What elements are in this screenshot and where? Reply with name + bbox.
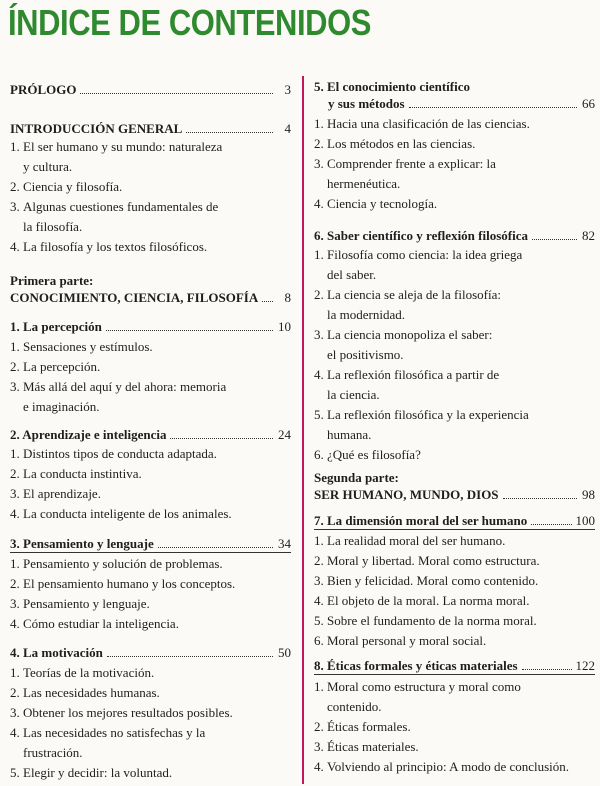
toc-subitem[interactable]: 5. Sobre el fundamento de la norma moral. [314, 613, 537, 628]
toc-subitem[interactable]: 6. ¿Qué es filosofía? [314, 447, 421, 462]
toc-subitem[interactable]: 1. Filosofía como ciencia: la idea griega del saber. [314, 247, 523, 282]
toc-subitems-chapter-8 [314, 677, 595, 777]
toc-subitem[interactable]: 2. Ciencia y filosofía. [10, 179, 123, 194]
dot-leader [186, 132, 273, 133]
toc-subitem[interactable]: 1. Hacia una clasificación de las ciencias. [314, 116, 530, 131]
toc-subitem[interactable]: 3. Algunas cuestiones fundamentales de la filosofía. [10, 199, 219, 234]
toc-subitem[interactable]: 2. El pensamiento humano y los conceptos. [10, 576, 236, 591]
dot-leader [503, 498, 577, 499]
toc-subitems-chapter-1 [10, 337, 291, 417]
toc-chapter-5[interactable]: 5. El conocimiento científico y sus métodos 66 [314, 79, 595, 111]
toc-left-column [10, 0, 291, 786]
toc-subitem[interactable]: 3. El aprendizaje. [10, 486, 101, 501]
dot-leader [80, 93, 273, 94]
toc-entry-prologo[interactable]: PRÓLOGO 3 [10, 82, 291, 97]
dot-leader [532, 239, 577, 240]
toc-subitem[interactable]: 3. Comprender frente a explicar: la hermenéutica. [314, 156, 496, 191]
page-number: 3 [284, 82, 291, 97]
toc-part-2[interactable]: Segunda parte: SER HUMANO, MUNDO, DIOS 98 [314, 470, 595, 502]
part-label: Primera parte: [10, 273, 94, 288]
column-divider [302, 76, 304, 784]
dot-leader [522, 669, 572, 670]
toc-subitem[interactable]: 4. Cómo estudiar la inteligencia. [10, 616, 179, 631]
toc-subitem[interactable]: 4. Ciencia y tecnología. [314, 196, 438, 211]
toc-part-1[interactable]: Primera parte: CONOCIMIENTO, CIENCIA, FILOSOFÍA 8 [10, 273, 291, 305]
toc-chapter-7[interactable]: 7. La dimensión moral del ser humano 100 [314, 513, 595, 528]
dot-leader [531, 524, 571, 525]
toc-subitem[interactable]: 4. El objeto de la moral. La norma moral. [314, 593, 530, 608]
page-number: 98 [582, 487, 595, 502]
toc-subitem[interactable]: 4. Volviendo al principio: A modo de conclusión. [314, 759, 570, 774]
toc-chapter-6[interactable]: 6. Saber científico y reflexión filosófica 82 [314, 228, 595, 243]
dot-leader [106, 330, 273, 331]
toc-subitem[interactable]: 6. Moral personal y moral social. [314, 633, 487, 648]
toc-subitem[interactable]: 3. Éticas materiales. [314, 739, 419, 754]
toc-subitem[interactable]: 2. La percepción. [10, 359, 101, 374]
page-number: 24 [278, 427, 291, 442]
page-number: 34 [278, 536, 291, 551]
dot-leader [409, 107, 577, 108]
toc-subitems-chapter-4 [10, 663, 291, 783]
toc-subitem[interactable]: 2. La ciencia se aleja de la filosofía: la modernidad. [314, 287, 501, 322]
toc-subitem[interactable]: 2. Los métodos en las ciencias. [314, 136, 476, 151]
toc-subitem[interactable]: 3. Pensamiento y lenguaje. [10, 596, 150, 611]
toc-subitem[interactable]: 3. Bien y felicidad. Moral como contenido. [314, 573, 539, 588]
page-number: 66 [582, 96, 595, 111]
toc-subitem[interactable]: 4. La reflexión filosófica a partir de la ciencia. [314, 367, 500, 402]
toc-subitems-chapter-7 [314, 531, 595, 651]
toc-right-column [314, 0, 595, 786]
toc-chapter-2[interactable]: 2. Aprendizaje e inteligencia 24 [10, 427, 291, 442]
toc-subitem[interactable]: 4. Las necesidades no satisfechas y la frustración. [10, 725, 206, 760]
dot-leader [170, 438, 273, 439]
toc-chapter-3[interactable]: 3. Pensamiento y lenguaje 34 [10, 536, 291, 551]
toc-subitem[interactable]: 1. Sensaciones y estímulos. [10, 339, 153, 354]
toc-subitems-chapter-5 [314, 114, 595, 214]
toc-subitem[interactable]: 2. Las necesidades humanas. [10, 685, 160, 700]
toc-subitem[interactable]: 4. La conducta inteligente de los animales. [10, 506, 232, 521]
toc-subitem[interactable]: 3. La ciencia monopoliza el saber: el positivismo. [314, 327, 493, 362]
toc-subitem[interactable]: 1. La realidad moral del ser humano. [314, 533, 506, 548]
page-number: 82 [582, 228, 595, 243]
toc-subitems-chapter-2 [10, 444, 291, 524]
toc-subitem[interactable]: 2. Éticas formales. [314, 719, 411, 734]
toc-subitem[interactable]: 5. La reflexión filosófica y la experiencia humana. [314, 407, 529, 442]
toc-subitem[interactable]: 1. Moral como estructura y moral como contenido. [314, 679, 521, 714]
toc-chapter-4[interactable]: 4. La motivación 50 [10, 645, 291, 660]
toc-subitem[interactable]: 4. La filosofía y los textos filosóficos. [10, 239, 208, 254]
toc-subitem[interactable]: 3. Obtener los mejores resultados posibles. [10, 705, 233, 720]
toc-subitem[interactable]: 5. Elegir y decidir: la voluntad. [10, 765, 173, 780]
dot-leader [262, 301, 273, 302]
toc-subitem[interactable]: 2. La conducta instintiva. [10, 466, 142, 481]
page-number: 4 [284, 121, 291, 136]
page-number: 50 [278, 645, 291, 660]
part-label: Segunda parte: [314, 470, 399, 485]
dot-leader [158, 547, 273, 548]
dot-leader [107, 656, 273, 657]
page-number: 10 [278, 319, 291, 334]
toc-entry-introduccion[interactable]: INTRODUCCIÓN GENERAL 4 [10, 121, 291, 136]
toc-subitem[interactable]: 1. Distintos tipos de conducta adaptada. [10, 446, 217, 461]
toc-subitems-chapter-3 [10, 554, 291, 634]
page-title: ÍNDICE DE CONTENIDOS [8, 2, 371, 43]
toc-chapter-1[interactable]: 1. La percepción 10 [10, 319, 291, 334]
toc-subitems-chapter-6 [314, 245, 595, 465]
toc-subitem[interactable]: 1. Teorías de la motivación. [10, 665, 155, 680]
toc-subitem[interactable]: 1. El ser humano y su mundo: naturaleza y cultura. [10, 139, 223, 174]
toc-subitems-introduccion [10, 137, 291, 257]
toc-subitem[interactable]: 3. Más allá del aquí y del ahora: memoria e imaginación. [10, 379, 227, 414]
toc-chapter-8[interactable]: 8. Éticas formales y éticas materiales 122 [314, 658, 595, 673]
toc-subitem[interactable]: 2. Moral y libertad. Moral como estructura. [314, 553, 540, 568]
page-number: 100 [575, 513, 595, 528]
page-number: 8 [284, 290, 291, 305]
page-number: 122 [575, 658, 595, 673]
toc-subitem[interactable]: 1. Pensamiento y solución de problemas. [10, 556, 223, 571]
